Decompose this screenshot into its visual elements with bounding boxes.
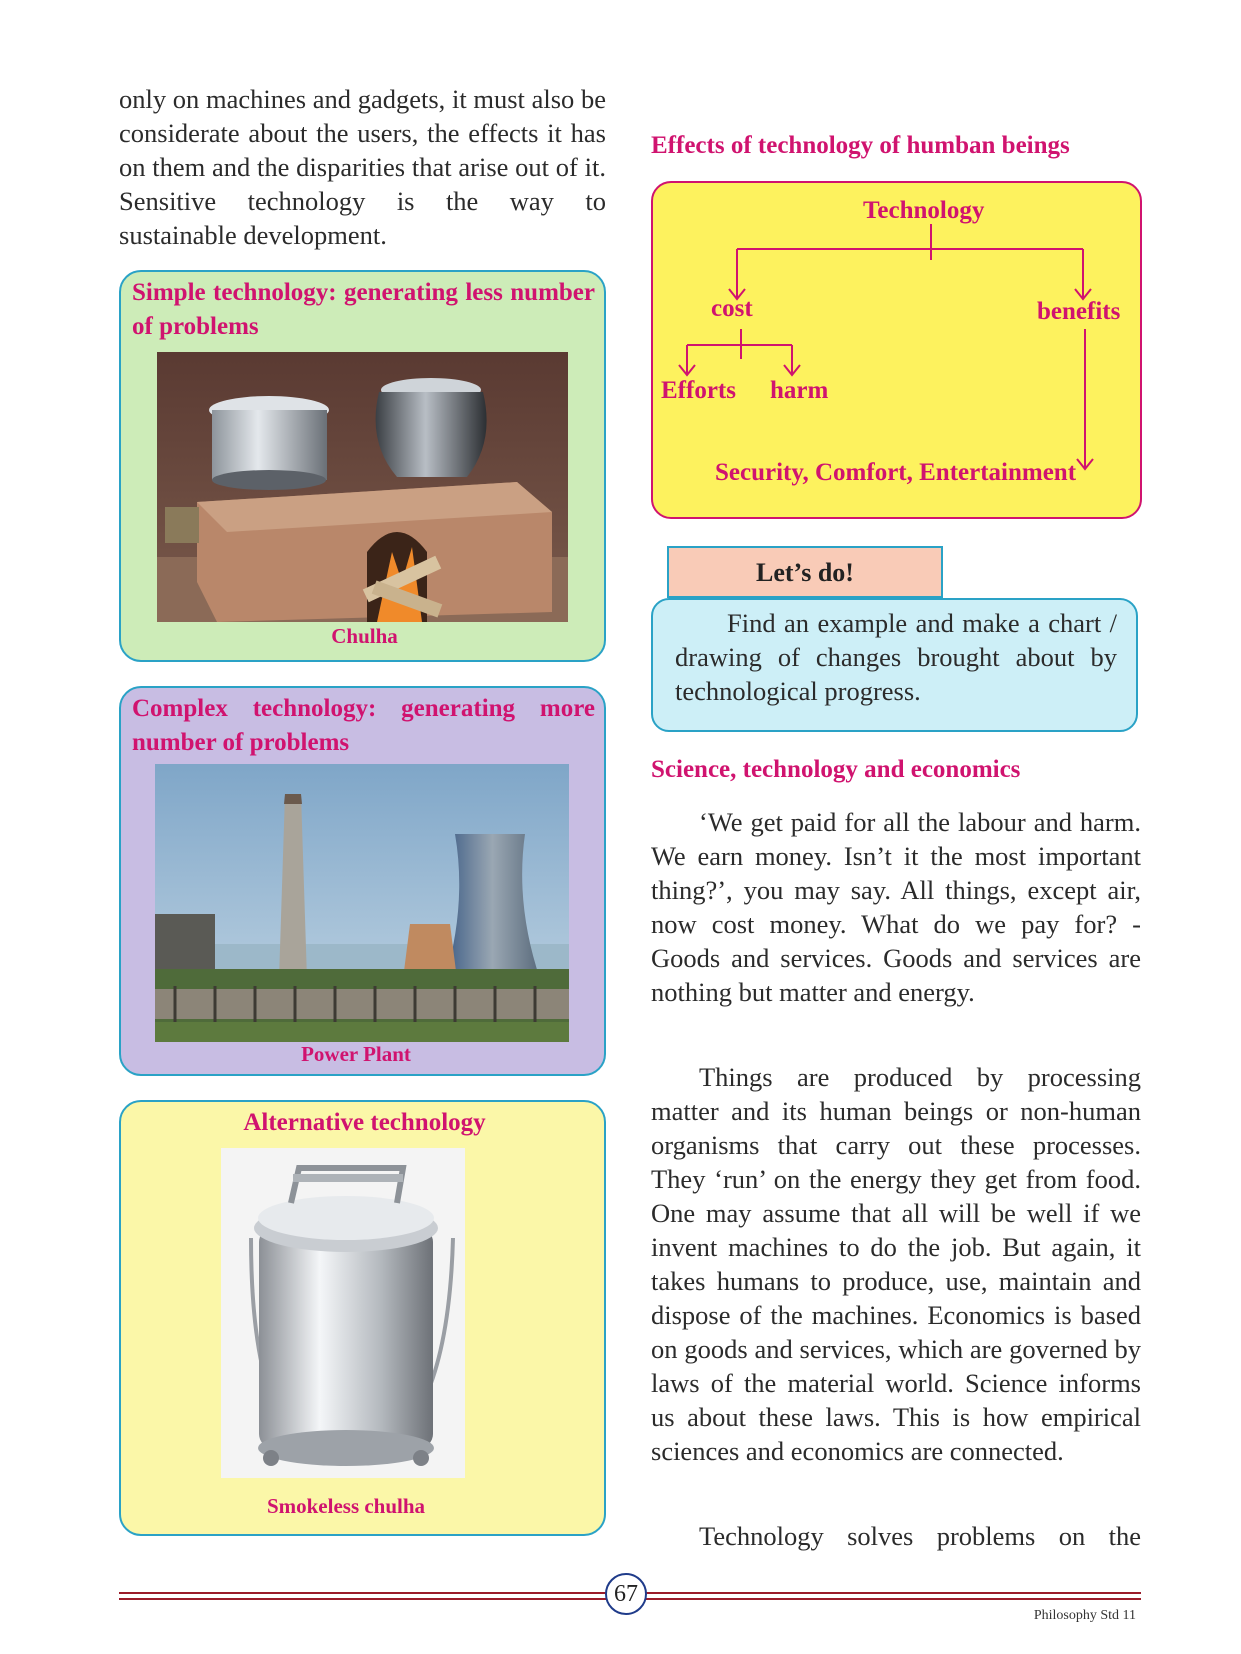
power-plant-caption: Power Plant [301,1042,411,1066]
intro-paragraph: only on machines and gadgets, it must also be considerate about the users, the effects it has on them and the disparities that arise out of it. Sensitive technology is the way to sustainable development. [119,84,606,250]
technology-node: Technology [863,197,985,224]
smokeless-chulha-photo [221,1148,465,1478]
section-paragraph-1: ‘We get paid for all the labour and harm. We earn money. Isn’t it the most important thing?’, you may say. All things, except air, now cost money. What do we pay for? - Goods and services. Goods and services are nothing but matter and energy. [651,807,1141,1007]
page-number: 67 [614,1581,638,1607]
cost-node: cost [711,295,753,322]
page-number-badge [605,1573,647,1615]
diagram-heading: Effects of technology of humban beings [651,132,1070,159]
section-heading: Science, technology and economics [651,756,1021,783]
technology-effects-diagram [651,181,1142,519]
alternative-technology-title: Alternative technology [243,1109,486,1136]
chulha-photo [157,352,568,622]
power-plant-photo [155,764,569,1042]
complex-technology-box [119,686,606,1076]
chulha-caption: Chulha [331,624,398,648]
alternative-technology-box [119,1100,606,1536]
benefits-node: benefits [1037,298,1121,325]
section-paragraph-2: Things are produced by processing matter and its human beings or non-human organisms that carry out these processes. They ‘run’ on the energy they get from food. One may assume that all will be well if we invent machines to do the job. But again, it takes humans to produce, use, maintain and dispose of the machines. Economics is based on goods and services, which are governed by laws of the material world. Science informs us about these laws. This is how empirical sciences and economics are connected. [651,1062,1141,1466]
outcomes-node: Security, Comfort, Entertainment [715,459,1077,486]
lets-do-box [651,598,1138,732]
simple-technology-title: Simple technology: generating less number of problems [132,279,595,340]
lets-do-text: Find an example and make a chart / drawing of changes brought about by technological progress. [675,608,1117,706]
section-paragraph-3: Technology solves problems on the [699,1521,1141,1551]
book-title: Philosophy Std 11 [1033,1608,1136,1623]
efforts-node: Efforts [661,377,736,404]
complex-technology-title: Complex technology: generating more number of problems [132,695,595,756]
smokeless-chulha-caption: Smokeless chulha [266,1494,426,1518]
simple-technology-box [119,270,606,662]
lets-do-tab [667,546,943,598]
harm-node: harm [770,377,829,404]
lets-do-label: Let’s do! [756,558,854,587]
